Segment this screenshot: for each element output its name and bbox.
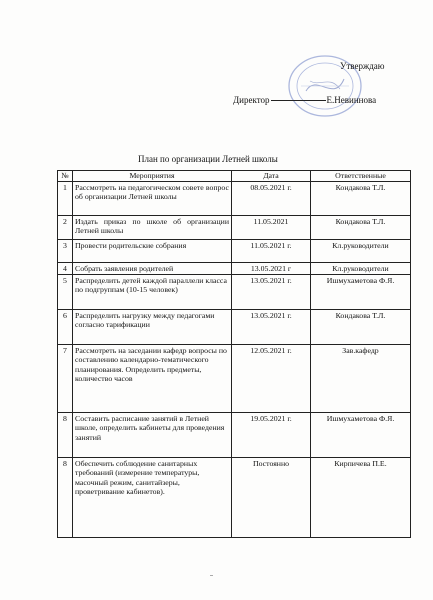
- signature-line: [271, 100, 326, 101]
- row-responsible: Кондакова Т.Л.: [311, 310, 411, 345]
- row-number: 8: [58, 413, 73, 458]
- table-header-row: [58, 171, 411, 182]
- table-row: [58, 345, 411, 413]
- row-date: 13.05.2021 г.: [232, 275, 311, 310]
- row-date: 11.05.2021 г.: [232, 240, 311, 263]
- director-title: Директор: [233, 95, 270, 105]
- row-activity: Обеспечить соблюдение санитарных требований (измерение температуры, масочный режим, санитайзеры, проветривание кабинетов).: [73, 458, 232, 538]
- row-responsible: Кирпичева П.Е.: [311, 458, 411, 538]
- row-activity: Провести родительские собрания: [73, 240, 232, 263]
- row-activity: Издать приказ по школе об организации Летней школы: [73, 216, 232, 240]
- scan-speck: [210, 575, 213, 576]
- table-row: [58, 182, 411, 216]
- row-date: 12.05.2021 г.: [232, 345, 311, 413]
- row-number: 4: [58, 263, 73, 275]
- row-responsible: Ишмухаметова Ф.Я.: [311, 275, 411, 310]
- plan-table: [57, 170, 411, 538]
- row-activity: Рассмотреть на заседании кафедр вопросы по составлению календарно-тематического планирования. Определить предметы, количество часов: [73, 345, 232, 413]
- column-header-responsible: Ответственные: [311, 171, 411, 182]
- row-date: Постоянно: [232, 458, 311, 538]
- row-date: 08.05.2021 г.: [232, 182, 311, 216]
- row-responsible: Ишмухаметова Ф.Я.: [311, 413, 411, 458]
- row-number: 5: [58, 275, 73, 310]
- table-row: [58, 216, 411, 240]
- table-row: [58, 413, 411, 458]
- row-activity: Собрать заявления родителей: [73, 263, 232, 275]
- director-name: Е.Невиннова: [326, 95, 377, 105]
- row-number: 6: [58, 310, 73, 345]
- row-number: 1: [58, 182, 73, 216]
- row-number: 8: [58, 458, 73, 538]
- row-responsible: Кондакова Т.Л.: [311, 216, 411, 240]
- row-responsible: Зав.кафедр: [311, 345, 411, 413]
- column-header-date: Дата: [232, 171, 311, 182]
- row-responsible: Кондакова Т.Л.: [311, 182, 411, 216]
- row-responsible: Кл.руководители: [311, 263, 411, 275]
- row-responsible: Кл.руководители: [311, 240, 411, 263]
- row-number: 3: [58, 240, 73, 263]
- table-row: [58, 275, 411, 310]
- row-date: 13.05.2021 г: [232, 263, 311, 275]
- director-signature-line: [233, 95, 376, 105]
- row-number: 7: [58, 345, 73, 413]
- row-activity: Распределить нагрузку между педагогами согласно тарификации: [73, 310, 232, 345]
- table-row: [58, 310, 411, 345]
- table-row: [58, 240, 411, 263]
- row-date: 13.05.2021 г.: [232, 310, 311, 345]
- row-activity: Рассмотреть на педагогическом совете вопрос об организации Летней школы: [73, 182, 232, 216]
- row-date: 19.05.2021 г.: [232, 413, 311, 458]
- column-header-number: №: [58, 171, 73, 182]
- row-activity: Составить расписание занятий в Летней школе, определить кабинеты для проведения занятий: [73, 413, 232, 458]
- row-number: 2: [58, 216, 73, 240]
- approval-heading: Утверждаю: [340, 61, 385, 71]
- column-header-activity: Мероприятия: [73, 171, 232, 182]
- row-activity: Распределить детей каждой параллели класса по подгруппам (10-15 человек): [73, 275, 232, 310]
- table-row: [58, 263, 411, 275]
- plan-title: План по организации Летней школы: [138, 154, 278, 164]
- row-date: 11.05.2021: [232, 216, 311, 240]
- table-row: [58, 458, 411, 538]
